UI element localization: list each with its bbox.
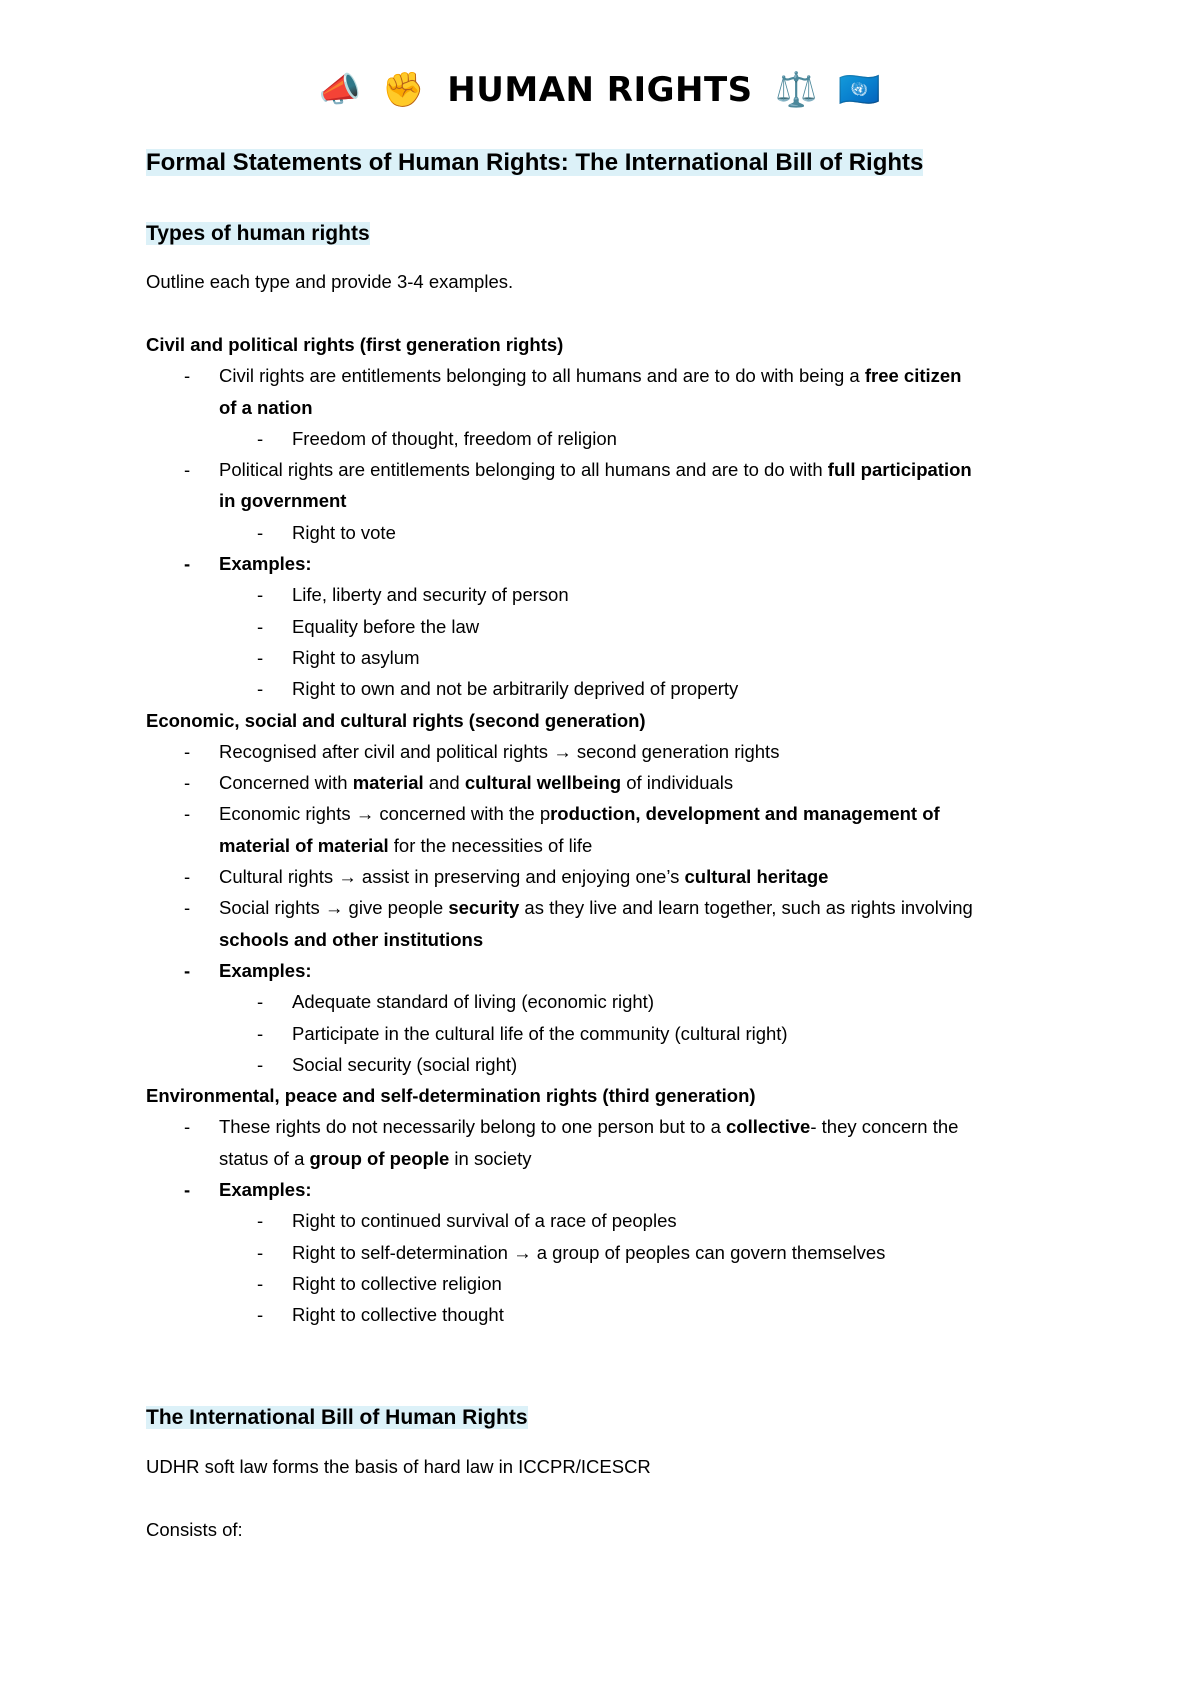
- examples-label: - Examples:: [146, 1174, 1066, 1205]
- list-item-continuation: of a nation: [219, 396, 313, 418]
- list-item: - Freedom of thought, freedom of religion: [146, 423, 1066, 454]
- list-item: - Recognised after civil and political rights → second generation rights: [146, 736, 1066, 767]
- list-item-continuation: material of material for the necessities of life: [219, 834, 593, 856]
- examples-label: - Examples:: [146, 955, 1066, 986]
- section-title: Economic, social and cultural rights (second generation): [146, 709, 646, 731]
- list-item: - Right to collective religion: [146, 1268, 1066, 1299]
- section-title: Civil and political rights (first generation rights): [146, 334, 564, 355]
- raised-fist-icon: ✊: [382, 69, 425, 110]
- civil-political-section: [146, 329, 1066, 1331]
- banner-title: [0, 68, 1200, 110]
- list-item: - Political rights are entitlements belonging to all humans and are to do with full participation: [146, 454, 1066, 485]
- list-item: - Social security (social right): [146, 1049, 1066, 1080]
- types-instruction: Outline each type and provide 3-4 examples.: [146, 271, 514, 292]
- list-item-continuation: schools and other institutions: [219, 928, 484, 950]
- list-item: - Economic rights → concerned with the production, development and management of: [146, 798, 1066, 829]
- main-heading: Formal Statements of Human Rights: The International Bill of Rights: [146, 149, 924, 176]
- types-heading: Types of human rights: [146, 222, 370, 245]
- list-item: - Life, liberty and security of person: [146, 579, 1066, 610]
- banner-text: HUMAN RIGHTS: [447, 69, 753, 110]
- consists-of-label: Consists of:: [146, 1519, 243, 1540]
- list-item-continuation: status of a group of people in society: [219, 1147, 532, 1169]
- un-flag-icon: 🇺🇳: [838, 69, 882, 110]
- list-item-continuation: in government: [219, 490, 347, 512]
- list-item: - Social rights → give people security as they live and learn together, such as rights involving: [146, 892, 1066, 923]
- list-item: - Right to own and not be arbitrarily deprived of property: [146, 673, 1066, 704]
- list-item: - Right to collective thought: [146, 1299, 1066, 1330]
- section-title: Environmental, peace and self-determination rights (third generation): [146, 1085, 756, 1107]
- list-item: - Cultural rights → assist in preserving and enjoying one’s cultural heritage: [146, 861, 1066, 892]
- list-item: - Right to self-determination → a group of peoples can govern themselves: [146, 1237, 1066, 1268]
- list-item: - Participate in the cultural life of the community (cultural right): [146, 1018, 1066, 1049]
- list-item: - Equality before the law: [146, 611, 1066, 642]
- list-item: - Civil rights are entitlements belonging to all humans and are to do with being a free citizen: [146, 360, 1066, 391]
- list-item: - Right to continued survival of a race of peoples: [146, 1205, 1066, 1236]
- list-item: - Right to asylum: [146, 642, 1066, 673]
- list-item: - These rights do not necessarily belong to one person but to a collective- they concern the: [146, 1111, 1066, 1142]
- examples-label: - Examples:: [146, 548, 1066, 579]
- megaphone-icon: 📣: [318, 69, 362, 110]
- list-item: - Adequate standard of living (economic right): [146, 986, 1066, 1017]
- list-item: - Concerned with material and cultural wellbeing of individuals: [146, 767, 1066, 798]
- bill-heading: The International Bill of Human Rights: [146, 1406, 528, 1429]
- list-item: - Right to vote: [146, 517, 1066, 548]
- bill-intro: UDHR soft law forms the basis of hard law in ICCPR/ICESCR: [146, 1456, 651, 1477]
- scales-icon: ⚖️: [775, 69, 818, 110]
